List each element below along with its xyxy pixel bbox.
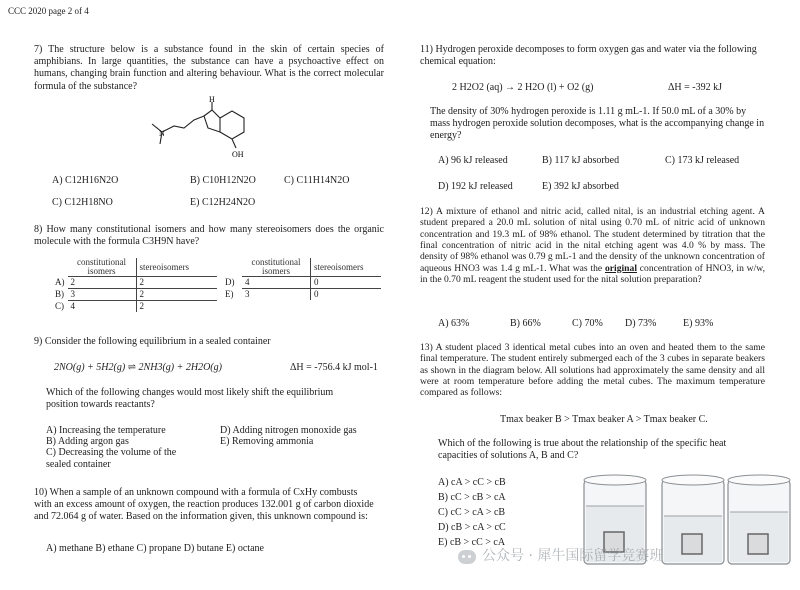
q9-option-e: E) Removing ammonia <box>220 436 314 447</box>
q11-option-a: A) 96 kJ released <box>438 155 508 166</box>
beaker-c <box>722 470 798 570</box>
wechat-icon <box>458 550 476 564</box>
q8-table-left <box>52 258 217 312</box>
q9-option-d: D) Adding nitrogen monoxide gas <box>220 425 357 436</box>
question-13-text: 13) A student placed 3 identical metal cubes into an oven and heated them to the same final temperature. The student entirely submerged each of the 3 cubes in separate beakers as shown in the diagram below. All solutions had approximately the same density and all were at room temperature before adding the metal cubes. The maximum temperature compared as follows: <box>420 342 765 399</box>
question-12-text: 12) A mixture of ethanol and nitric acid, called nital, is an industrial etching agent. A student prepared a 20.0 mL solution of nital using 0.70 mL of nitric acid of unknown concentration and 19.3 mL of 98% ethanol. The student determined by titration that the final concentration of nitric acid in the nital etching agent was 4.0 % by mass. The density of 98% ethanol was 0.79 g mL-1 and the density of the unknown concentration of aqueous HNO3 was 1.4 g mL-1. What was the original concentration of HNO3, in w/w, in the 0.70 mL reagent the student used for the nital solution preparation? <box>420 206 765 285</box>
question-8-text: 8) How many constitutional isomers and how many stereoisomers does the organic molecule with the formula C3H9N have? <box>34 224 384 248</box>
q13-option-b: B) cC > cB > cA <box>438 492 506 503</box>
q11-option-c: C) 173 kJ released <box>665 155 740 166</box>
q12-option-d: D) 73% <box>625 318 657 329</box>
q13-question: Which of the following is true about the relationship of the specific heat capacities of solutions A, B and C? <box>438 438 727 462</box>
table-row: D) 4 0 <box>222 277 381 289</box>
mol-n-label: N <box>159 129 165 138</box>
mol-oh-label: OH <box>232 150 244 159</box>
molecule-structure <box>140 96 260 162</box>
q11-option-d: D) 192 kJ released <box>438 181 513 192</box>
q12-emphasis: original <box>605 262 637 274</box>
q12-option-c: C) 70% <box>572 318 603 329</box>
q11-enthalpy: ΔH = -392 kJ <box>668 82 723 93</box>
q13-option-a: A) cA > cC > cB <box>438 477 506 488</box>
table-row: E) 3 0 <box>222 289 381 301</box>
q13-option-c: C) cC > cA > cB <box>438 507 506 518</box>
q7-option-c: C) C11H14N2O <box>284 175 350 186</box>
q12-option-e: E) 93% <box>683 318 714 329</box>
q9-option-c: C) Decreasing the volume of the sealed container <box>46 447 177 471</box>
q11-question: The density of 30% hydrogen peroxide is 1.11 g mL-1. If 50.0 mL of a 30% by mass hydrogen peroxide solution decomposes, what is the accompanying change in energy? <box>430 106 765 142</box>
q12-option-b: B) 66% <box>510 318 541 329</box>
q9-option-b: B) Adding argon gas <box>46 436 129 447</box>
table-row: B) 3 2 <box>52 289 217 301</box>
question-7-text: 7) The structure below is a substance found in the skin of certain species of amphibians. In large quantities, the substance can have a psychoactive effect on humans, changing brain function and altering behaviour. What is the correct molecular formula of the substance? <box>34 44 384 92</box>
q10-options: A) methane B) ethane C) propane D) butane E) octane <box>46 543 264 554</box>
q11-equation: 2 H2O2 (aq) → 2 H2O (l) + O2 (g) <box>452 82 594 93</box>
q13-option-d: D) cB > cA > cC <box>438 522 506 533</box>
table-row: A) 2 2 <box>52 277 217 289</box>
watermark <box>458 548 663 565</box>
q8-table-right: constitutional isomers stereoisomers D) 4 0 E) 3 0 <box>222 258 381 300</box>
mol-h-label: H <box>209 96 215 104</box>
q7-option-c2: C) C12H18NO <box>52 197 113 208</box>
question-11-text: 11) Hydrogen peroxide decomposes to form oxygen gas and water via the following chemical equation: <box>420 44 757 68</box>
q7-option-a: A) C12H16N2O <box>52 175 119 186</box>
beaker-b <box>656 470 732 570</box>
page-header: CCC 2020 page 2 of 4 <box>8 6 89 16</box>
watermark-text: 公众号 · 犀牛国际留学竞赛班 <box>482 548 664 564</box>
q11-option-e: E) 392 kJ absorbed <box>542 181 619 192</box>
question-9-text: 9) Consider the following equilibrium in a sealed container <box>34 336 271 347</box>
q11-option-b: B) 117 kJ absorbed <box>542 155 620 166</box>
table-row: C) 4 2 <box>52 301 217 313</box>
q12-option-a: A) 63% <box>438 318 470 329</box>
q7-option-e: E) C12H24N2O <box>190 197 256 208</box>
q13-option-e: E) cB > cC > cA <box>438 537 506 548</box>
q8-col1-header: constitutional isomers <box>68 258 137 277</box>
q9-option-a: A) Increasing the temperature <box>46 425 166 436</box>
q9-enthalpy: ΔH = -756.4 kJ mol-1 <box>290 362 378 373</box>
q9-equation: 2NO(g) + 5H2(g) ⇌ 2NH3(g) + 2H2O(g) <box>54 362 222 373</box>
q9-question: Which of the following changes would most likely shift the equilibrium position towards reactants? <box>46 387 334 411</box>
q8-col2-header: stereoisomers <box>136 258 217 277</box>
q13-relation: Tmax beaker B > Tmax beaker A > Tmax beaker C. <box>500 414 708 425</box>
q7-option-b: B) C10H12N2O <box>190 175 256 186</box>
question-10-text: 10) When a sample of an unknown compound with a formula of CxHy combusts with an excess amount of oxygen, the reaction produces 132.001 g of carbon dioxide and 72.064 g of water. Based on the information given, this unknown compound is: <box>34 487 374 523</box>
